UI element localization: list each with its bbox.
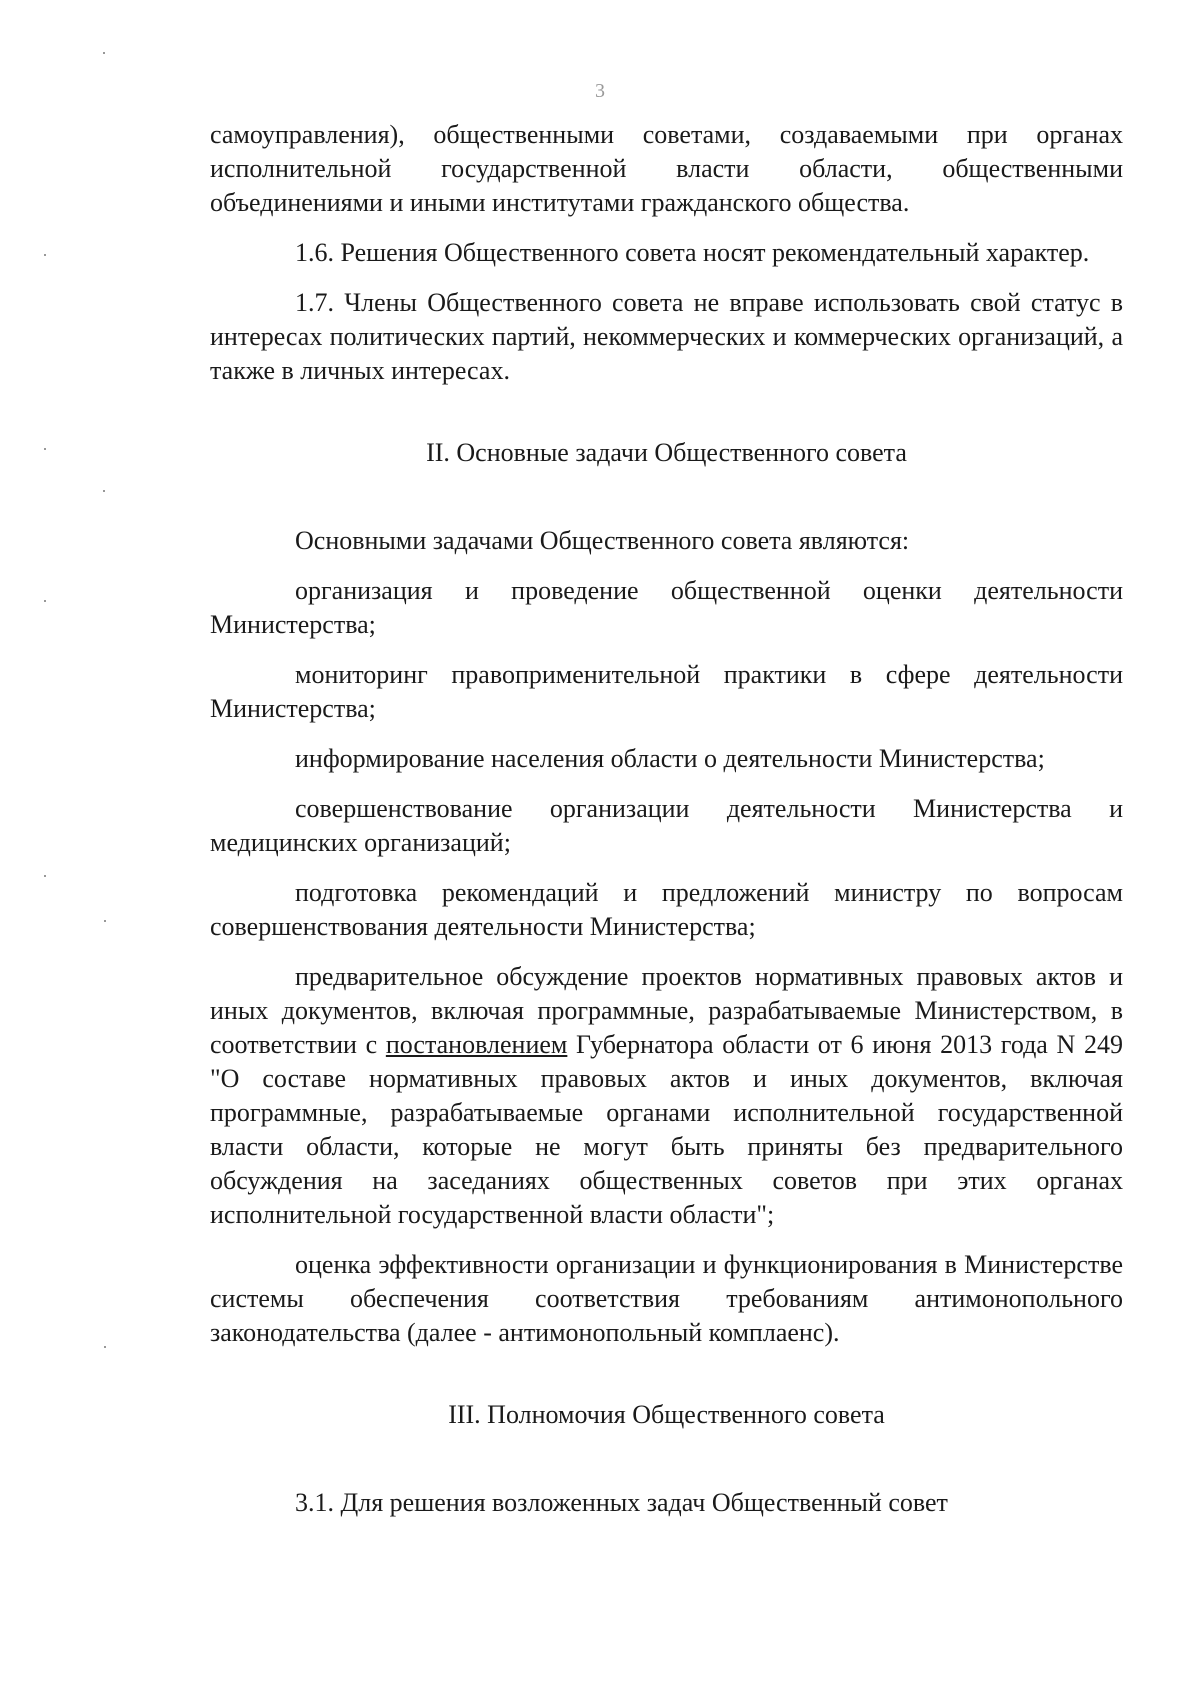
scan-mark xyxy=(44,600,46,602)
paragraph-1-7: 1.7. Члены Общественного совета не вправе использовать свой статус в интересах политических партий, некоммерческих и коммерческих организаций, а также в личных интересах. xyxy=(210,288,1123,385)
page-number: 3 xyxy=(595,80,605,102)
section-heading-3: III. Полномочия Общественного совета xyxy=(448,1400,885,1429)
paragraph-3-1: 3.1. Для решения возложенных задач Общественный совет xyxy=(295,1488,948,1517)
task-item-4: совершенствование организации деятельности Министерства и медицинских организаций; xyxy=(210,794,1123,857)
scan-mark xyxy=(103,490,105,492)
task-6-text-before: предварительное обсуждение проектов нормативных правовых актов и иных документов, включая программные, разрабатываемые Министерством, в соответствии с xyxy=(210,962,1123,1059)
paragraph-1-6: 1.6. Решения Общественного совета носят рекомендательный характер. xyxy=(295,238,1090,267)
task-item-1: организация и проведение общественной оценки деятельности Министерства; xyxy=(210,576,1123,639)
task-item-6 xyxy=(210,960,1123,1232)
task-item-7: оценка эффективности организации и функционирования в Министерстве системы обеспечения соответствия требованиям антимонопольного законодательства (далее - антимонопольный комплаенс). xyxy=(210,1250,1123,1347)
section-heading-2: II. Основные задачи Общественного совета xyxy=(426,438,907,467)
task-item-2: мониторинг правоприменительной практики в сфере деятельности Министерства; xyxy=(210,660,1123,723)
task-item-3: информирование населения области о деятельности Министерства; xyxy=(295,744,1045,773)
scan-mark xyxy=(104,1346,106,1348)
scan-mark xyxy=(103,52,105,54)
task-item-5: подготовка рекомендаций и предложений министру по вопросам совершенствования деятельности Министерства; xyxy=(210,878,1123,941)
scan-mark xyxy=(44,448,46,450)
scan-mark xyxy=(104,920,106,922)
document-body xyxy=(210,118,1123,1520)
scan-mark xyxy=(44,875,46,877)
task-6-text-after: Губернатора области от 6 июня 2013 года N 249 "О составе нормативных правовых актов и иных документов, включая программные, разрабатываемые органами исполнительной государственной власти области, которые не могут быть приняты без предварительного обсуждения на заседаниях общественных советов при этих органах исполнительной государственной власти области"; xyxy=(210,1030,1124,1229)
scan-mark xyxy=(44,254,46,256)
paragraph-intro: самоуправления), общественными советами, создаваемыми при органах исполнительной государственной власти области, общественными объединениями и иными институтами гражданского общества. xyxy=(210,120,1123,217)
resolution-link[interactable]: постановлением xyxy=(385,1030,568,1059)
tasks-lead: Основными задачами Общественного совета являются: xyxy=(295,526,910,555)
